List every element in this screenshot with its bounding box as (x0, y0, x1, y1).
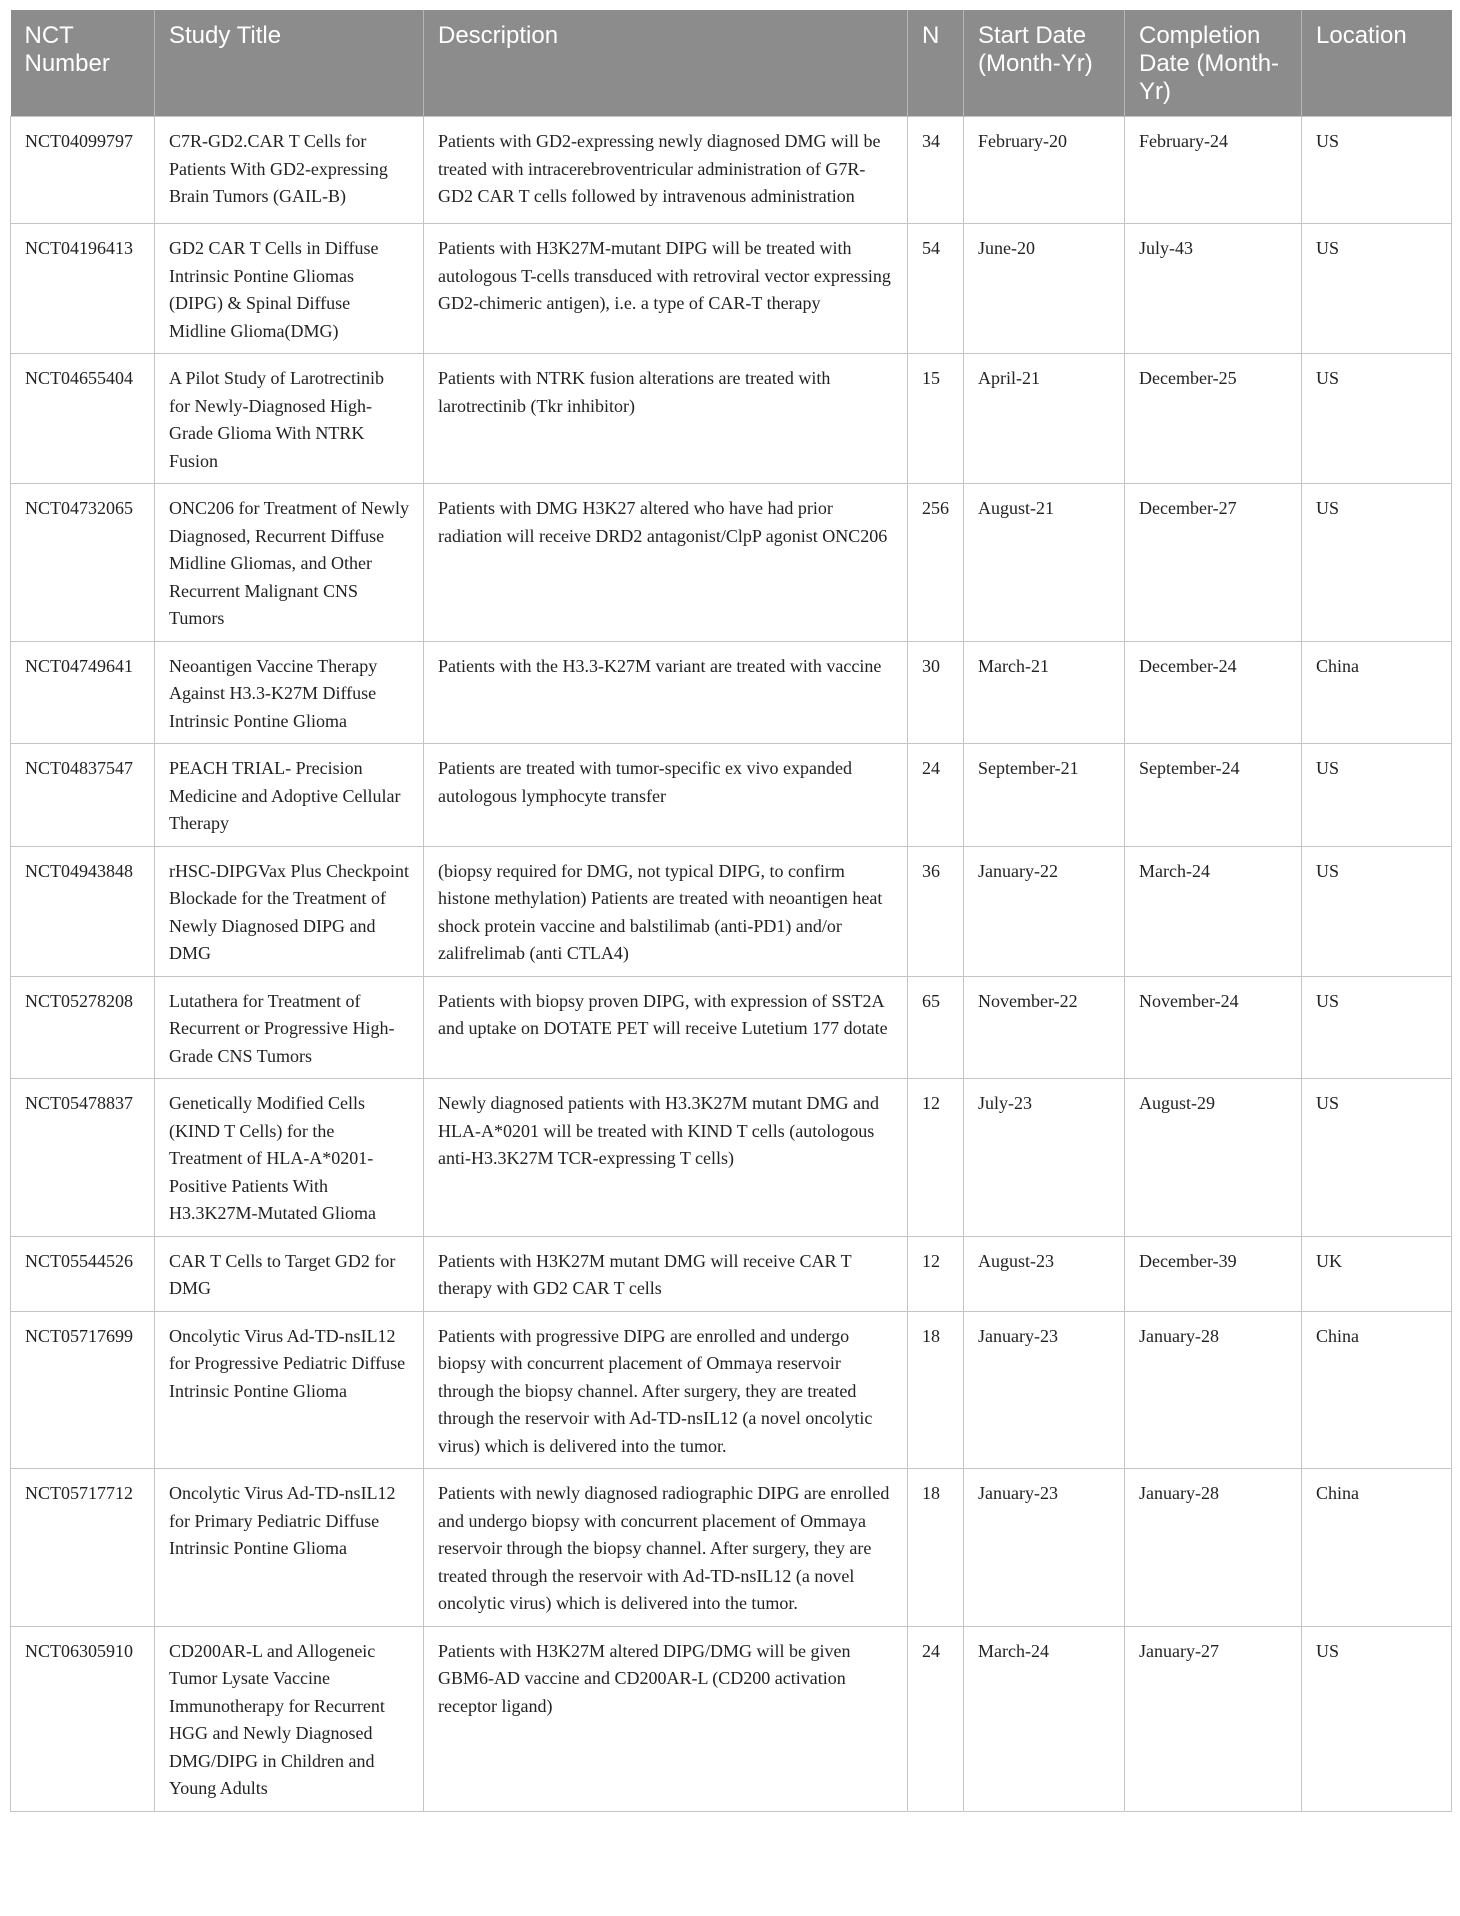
cell-n: 24 (908, 744, 964, 847)
cell-start-date: April-21 (964, 354, 1125, 484)
cell-study-title: rHSC-DIPGVax Plus Checkpoint Blockade for the Treatment of Newly Diagnosed DIPG and DMG (155, 846, 424, 976)
clinical-trials-table-container (10, 10, 1451, 1812)
header-location: Location (1302, 10, 1452, 117)
cell-start-date: February-20 (964, 117, 1125, 224)
cell-completion-date: December-39 (1125, 1236, 1302, 1311)
cell-nct-number: NCT05717699 (11, 1311, 155, 1469)
table-row (11, 224, 1452, 354)
cell-nct-number: NCT04099797 (11, 117, 155, 224)
cell-completion-date: July-43 (1125, 224, 1302, 354)
table-row (11, 1079, 1452, 1237)
cell-nct-number: NCT06305910 (11, 1626, 155, 1811)
cell-location: US (1302, 117, 1452, 224)
cell-description: Newly diagnosed patients with H3.3K27M mutant DMG and HLA-A*0201 will be treated with KIND T cells (autologous anti-H3.3K27M TCR-expressing T cells) (424, 1079, 908, 1237)
header-start-date: Start Date (Month-Yr) (964, 10, 1125, 117)
cell-completion-date: January-28 (1125, 1311, 1302, 1469)
cell-n: 36 (908, 846, 964, 976)
cell-n: 18 (908, 1469, 964, 1627)
cell-study-title: Neoantigen Vaccine Therapy Against H3.3-K27M Diffuse Intrinsic Pontine Glioma (155, 641, 424, 744)
header-description: Description (424, 10, 908, 117)
cell-study-title: PEACH TRIAL- Precision Medicine and Adoptive Cellular Therapy (155, 744, 424, 847)
table-row (11, 976, 1452, 1079)
cell-study-title: CD200AR-L and Allogeneic Tumor Lysate Vaccine Immunotherapy for Recurrent HGG and Newly Diagnosed DMG/DIPG in Children and Young Adults (155, 1626, 424, 1811)
cell-completion-date: March-24 (1125, 846, 1302, 976)
table-body (11, 117, 1452, 1812)
cell-completion-date: September-24 (1125, 744, 1302, 847)
cell-n: 30 (908, 641, 964, 744)
cell-n: 24 (908, 1626, 964, 1811)
table-header (11, 10, 1452, 117)
cell-nct-number: NCT04655404 (11, 354, 155, 484)
cell-completion-date: December-25 (1125, 354, 1302, 484)
header-completion-date: Completion Date (Month-Yr) (1125, 10, 1302, 117)
cell-start-date: August-23 (964, 1236, 1125, 1311)
cell-completion-date: August-29 (1125, 1079, 1302, 1237)
cell-n: 15 (908, 354, 964, 484)
cell-n: 34 (908, 117, 964, 224)
cell-completion-date: January-27 (1125, 1626, 1302, 1811)
cell-study-title: ONC206 for Treatment of Newly Diagnosed, Recurrent Diffuse Midline Gliomas, and Other Recurrent Malignant CNS Tumors (155, 484, 424, 642)
cell-start-date: November-22 (964, 976, 1125, 1079)
cell-n: 54 (908, 224, 964, 354)
cell-completion-date: February-24 (1125, 117, 1302, 224)
cell-location: US (1302, 354, 1452, 484)
cell-completion-date: December-24 (1125, 641, 1302, 744)
cell-location: US (1302, 1626, 1452, 1811)
table-row (11, 1311, 1452, 1469)
table-row (11, 846, 1452, 976)
header-nct-number: NCT Number (11, 10, 155, 117)
cell-description: Patients are treated with tumor-specific ex vivo expanded autologous lymphocyte transfer (424, 744, 908, 847)
cell-nct-number: NCT04943848 (11, 846, 155, 976)
cell-study-title: A Pilot Study of Larotrectinib for Newly-Diagnosed High-Grade Glioma With NTRK Fusion (155, 354, 424, 484)
cell-start-date: March-21 (964, 641, 1125, 744)
cell-location: US (1302, 846, 1452, 976)
cell-nct-number: NCT04749641 (11, 641, 155, 744)
cell-description: Patients with H3K27M mutant DMG will receive CAR T therapy with GD2 CAR T cells (424, 1236, 908, 1311)
cell-completion-date: January-28 (1125, 1469, 1302, 1627)
cell-nct-number: NCT05278208 (11, 976, 155, 1079)
table-row (11, 1469, 1452, 1627)
cell-nct-number: NCT05717712 (11, 1469, 155, 1627)
cell-location: China (1302, 641, 1452, 744)
cell-nct-number: NCT04837547 (11, 744, 155, 847)
table-row (11, 1236, 1452, 1311)
cell-start-date: August-21 (964, 484, 1125, 642)
table-row (11, 1626, 1452, 1811)
cell-study-title: CAR T Cells to Target GD2 for DMG (155, 1236, 424, 1311)
cell-study-title: GD2 CAR T Cells in Diffuse Intrinsic Pontine Gliomas (DIPG) & Spinal Diffuse Midline Glioma(DMG) (155, 224, 424, 354)
cell-description: Patients with H3K27M altered DIPG/DMG will be given GBM6-AD vaccine and CD200AR-L (CD200 activation receptor ligand) (424, 1626, 908, 1811)
header-row (11, 10, 1452, 117)
cell-start-date: March-24 (964, 1626, 1125, 1811)
cell-start-date: January-22 (964, 846, 1125, 976)
cell-location: China (1302, 1469, 1452, 1627)
cell-description: Patients with progressive DIPG are enrolled and undergo biopsy with concurrent placement of Ommaya reservoir through the biopsy channel. After surgery, they are treated through the reservoir with Ad-TD-nsIL12 (a novel oncolytic virus) which is delivered into the tumor. (424, 1311, 908, 1469)
cell-location: UK (1302, 1236, 1452, 1311)
cell-description: Patients with DMG H3K27 altered who have had prior radiation will receive DRD2 antagonist/ClpP agonist ONC206 (424, 484, 908, 642)
header-n: N (908, 10, 964, 117)
cell-description: Patients with the H3.3-K27M variant are treated with vaccine (424, 641, 908, 744)
table-row (11, 641, 1452, 744)
cell-n: 256 (908, 484, 964, 642)
cell-location: US (1302, 744, 1452, 847)
cell-nct-number: NCT05544526 (11, 1236, 155, 1311)
cell-completion-date: November-24 (1125, 976, 1302, 1079)
cell-description: Patients with NTRK fusion alterations are treated with larotrectinib (Tkr inhibitor) (424, 354, 908, 484)
cell-location: US (1302, 976, 1452, 1079)
cell-study-title: Genetically Modified Cells (KIND T Cells) for the Treatment of HLA-A*0201-Positive Patients With H3.3K27M-Mutated Glioma (155, 1079, 424, 1237)
header-study-title: Study Title (155, 10, 424, 117)
cell-study-title: Oncolytic Virus Ad-TD-nsIL12 for Progressive Pediatric Diffuse Intrinsic Pontine Glioma (155, 1311, 424, 1469)
cell-study-title: C7R-GD2.CAR T Cells for Patients With GD2-expressing Brain Tumors (GAIL-B) (155, 117, 424, 224)
cell-completion-date: December-27 (1125, 484, 1302, 642)
cell-n: 18 (908, 1311, 964, 1469)
cell-location: China (1302, 1311, 1452, 1469)
cell-description: (biopsy required for DMG, not typical DIPG, to confirm histone methylation) Patients are treated with neoantigen heat shock protein vaccine and balstilimab (anti-PD1) and/or zalifrelimab (anti CTLA4) (424, 846, 908, 976)
cell-start-date: January-23 (964, 1311, 1125, 1469)
cell-location: US (1302, 484, 1452, 642)
cell-n: 12 (908, 1236, 964, 1311)
cell-location: US (1302, 1079, 1452, 1237)
cell-n: 12 (908, 1079, 964, 1237)
cell-description: Patients with H3K27M-mutant DIPG will be treated with autologous T-cells transduced with retroviral vector expressing GD2-chimeric antigen), i.e. a type of CAR-T therapy (424, 224, 908, 354)
cell-n: 65 (908, 976, 964, 1079)
cell-start-date: September-21 (964, 744, 1125, 847)
clinical-trials-table (10, 10, 1452, 1812)
cell-nct-number: NCT05478837 (11, 1079, 155, 1237)
table-row (11, 117, 1452, 224)
table-row (11, 744, 1452, 847)
cell-study-title: Lutathera for Treatment of Recurrent or Progressive High-Grade CNS Tumors (155, 976, 424, 1079)
cell-nct-number: NCT04732065 (11, 484, 155, 642)
table-row (11, 484, 1452, 642)
cell-description: Patients with newly diagnosed radiographic DIPG are enrolled and undergo biopsy with concurrent placement of Ommaya reservoir through the biopsy channel. After surgery, they are treated through the reservoir with Ad-TD-nsIL12 (a novel oncolytic virus) which is delivered into the tumor. (424, 1469, 908, 1627)
cell-description: Patients with biopsy proven DIPG, with expression of SST2A and uptake on DOTATE PET will receive Lutetium 177 dotate (424, 976, 908, 1079)
cell-start-date: January-23 (964, 1469, 1125, 1627)
cell-nct-number: NCT04196413 (11, 224, 155, 354)
cell-location: US (1302, 224, 1452, 354)
cell-study-title: Oncolytic Virus Ad-TD-nsIL12 for Primary Pediatric Diffuse Intrinsic Pontine Glioma (155, 1469, 424, 1627)
cell-description: Patients with GD2-expressing newly diagnosed DMG will be treated with intracerebroventricular administration of G7R-GD2 CAR T cells followed by intravenous administration (424, 117, 908, 224)
cell-start-date: June-20 (964, 224, 1125, 354)
cell-start-date: July-23 (964, 1079, 1125, 1237)
table-row (11, 354, 1452, 484)
